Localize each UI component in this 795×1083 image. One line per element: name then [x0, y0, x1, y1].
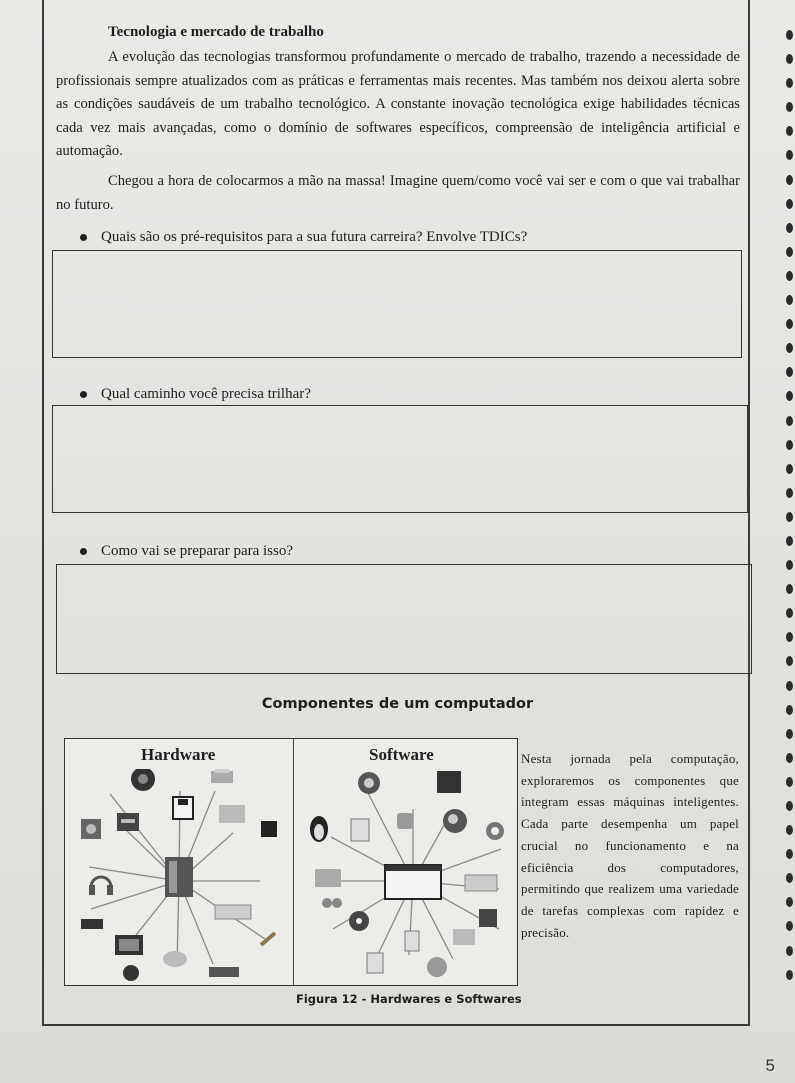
answer-box-1[interactable] — [52, 250, 742, 358]
question-text: Como vai se preparar para isso? — [101, 543, 294, 559]
section-title: Tecnologia e mercado de trabalho — [108, 24, 324, 40]
pen-icon — [261, 933, 275, 945]
hardware-software-figure — [64, 738, 518, 986]
hardware-label: Hardware — [141, 745, 216, 764]
components-heading: Componentes de um computador — [261, 696, 534, 712]
speaker-icon — [81, 819, 101, 839]
disc-icon — [349, 911, 369, 931]
headphones-icon — [89, 877, 113, 895]
question-item — [80, 229, 527, 246]
app-icon — [437, 771, 461, 793]
figure-caption: Figura 12 - Hardwares e Softwares — [296, 992, 522, 1006]
users-icon — [322, 898, 342, 908]
browser-icon — [358, 772, 380, 794]
firefox-icon — [443, 809, 467, 833]
android-icon — [397, 813, 413, 829]
answer-box-3[interactable] — [56, 564, 752, 674]
bullet-icon — [80, 234, 87, 241]
components-description: Nesta jornada pela computação, exploraremos os componentes que integram essas máquinas inteligentes. Cada parte desempenha um papel crucial no funcionamento e na eficiência dos computadores, permitindo que realizem uma variedade de tarefas complexas com rapidez e precisão. — [521, 751, 739, 940]
question-text: Quais são os pré-requisitos para a sua futura carreira? Envolve TDICs? — [101, 229, 528, 245]
mouse-icon — [163, 951, 187, 967]
bullet-icon — [80, 548, 87, 555]
question-item — [80, 386, 311, 403]
question-item — [80, 543, 293, 560]
router-icon — [81, 919, 103, 929]
hardware-diagram — [65, 769, 293, 985]
media-icon — [427, 929, 475, 977]
webcam-icon — [131, 769, 155, 791]
image-icon — [315, 869, 341, 887]
software-label: Software — [369, 745, 434, 764]
intro-paragraph: A evolução das tecnologias transformou profundamente o mercado de trabalho, trazendo a necessidade de profissionais sempre atualizados com as práticas e ferramentas mais recentes. Mas também nos deixou alerta sobre as condições saudáveis de um trabalho tecnológico. A constante inovação tecnológica exige habilidades técnicas cada vez mais avançadas, como o domínio de softwares específicos, compreensão de inteligência artificial e automação. — [56, 49, 740, 159]
calculator-icon — [405, 931, 419, 951]
chip-icon — [261, 821, 277, 837]
spiral-binding — [781, 30, 795, 980]
bullet-icon — [80, 391, 87, 398]
keyboard-icon — [215, 905, 251, 919]
software-diagram — [293, 769, 517, 985]
prompt-paragraph: Chegou a hora de colocarmos a mão na massa! Imagine quem/como você vai ser e com o que vai trabalhar no futuro. — [56, 173, 740, 213]
linux-icon — [310, 816, 328, 842]
printer-icon — [211, 769, 233, 783]
chrome-icon — [486, 822, 504, 840]
cpu-tower-icon — [165, 857, 193, 897]
floppy-disk-icon — [173, 797, 193, 819]
page-number: 5 — [765, 1056, 775, 1075]
disk-stack-icon — [123, 965, 239, 981]
facebook-icon — [479, 909, 497, 927]
document-icon — [351, 819, 369, 841]
answer-box-2[interactable] — [52, 405, 748, 513]
question-text: Qual caminho você precisa trilhar? — [101, 386, 311, 402]
window-icon — [385, 865, 441, 899]
scanner-icon — [219, 805, 245, 823]
notepad-icon — [367, 953, 383, 973]
spreadsheet-icon — [465, 875, 497, 891]
drive-icon — [117, 813, 139, 831]
monitor-icon — [115, 935, 143, 955]
